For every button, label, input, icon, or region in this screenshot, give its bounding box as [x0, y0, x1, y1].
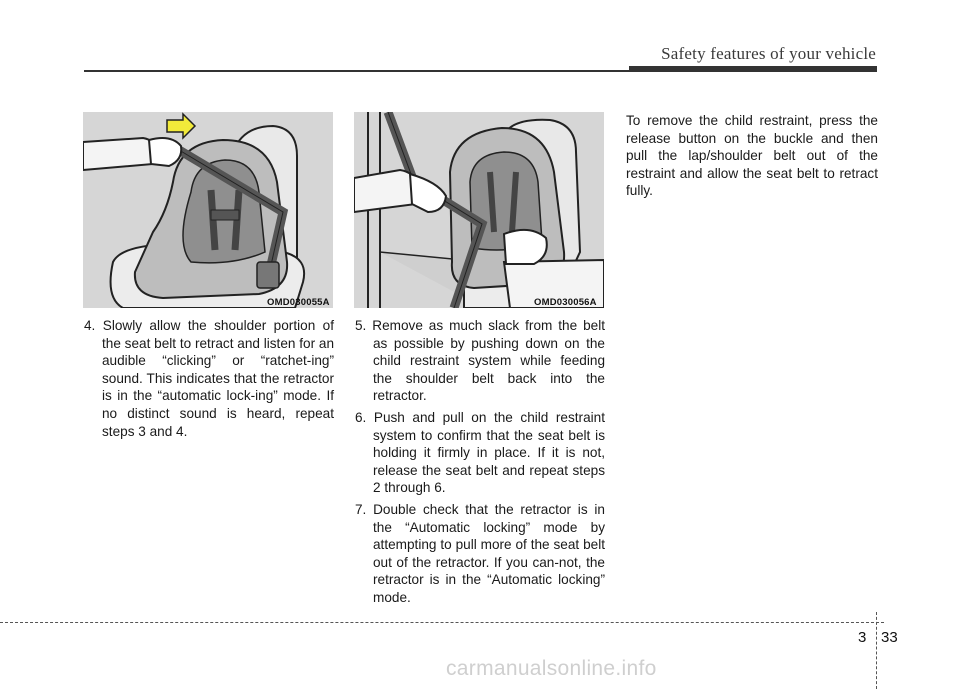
page-number: 33: [881, 629, 898, 646]
instruction-step: 4. Slowly allow the shoulder portion of the seat belt to retract and listen for an audible “clicking” or “ratchet-ing” sound. This indicates that the retractor is in the “automatic lock-ing” mode. If no distinct sound is heard, repeat steps 3 and 4.: [84, 318, 334, 439]
instruction-step: 7. Double check that the retractor is in the “Automatic locking” mode by attempting to pull more of the seat belt out of the retractor. If you can-not, the retractor is in the “Automatic locking” mode.: [355, 501, 605, 605]
column-left: [84, 317, 334, 444]
header-rule-accent: [629, 66, 877, 72]
section-title: Safety features of your vehicle: [661, 44, 876, 63]
figure-child-seat-belt-retract: [83, 112, 333, 308]
chapter-number: 3: [858, 629, 867, 646]
figure-code: OMD030056A: [534, 297, 597, 308]
instruction-step: 5. Remove as much slack from the belt as possible by pushing down on the child restraint system while feeding the shoulder belt back into the retractor.: [355, 318, 605, 404]
figure-code: OMD030055A: [267, 297, 330, 308]
child-seat-push-down-belt-illustration: [354, 112, 604, 308]
footer-rule: [0, 622, 884, 623]
column-middle: [355, 317, 605, 611]
child-seat-shoulder-belt-retract-illustration: [83, 112, 333, 308]
instruction-paragraph: To remove the child restraint, press the release button on the buckle and then pull the lap/shoulder belt out of the restraint and allow the seat belt to retract fully.: [626, 113, 878, 199]
figure-child-seat-push-down: [354, 112, 604, 308]
instruction-step: 6. Push and pull on the child restraint system to confirm that the seat belt is holding it firmly in place. If it is not, release the seat belt and repeat steps 2 through 6.: [355, 409, 605, 496]
footer-divider: [876, 612, 877, 689]
column-right: [626, 112, 878, 200]
watermark: carmanualsonline.info: [446, 657, 657, 680]
